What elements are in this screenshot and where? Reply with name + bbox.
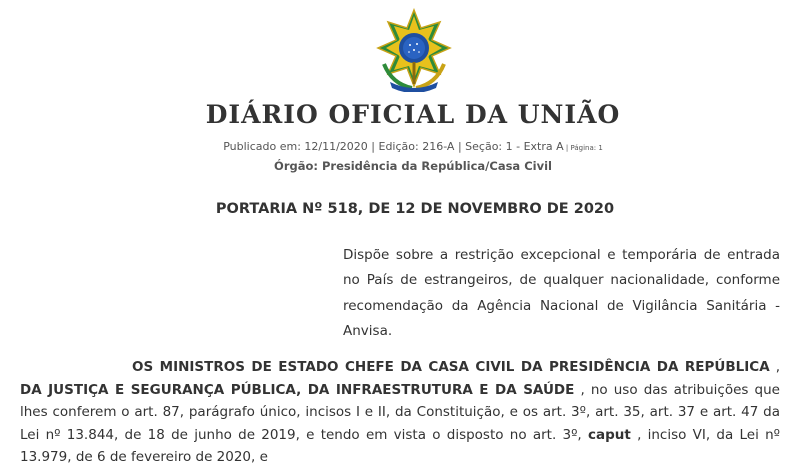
body-paragraph (20, 356, 780, 469)
document-title: PORTARIA Nº 518, DE 12 DE NOVEMBRO DE 2020 (215, 201, 615, 217)
masthead-title: DIÁRIO OFICIAL DA UNIÃO (205, 100, 621, 129)
body-text-part2: , inciso VI, da Lei nº 13.979, de 6 de fevereiro de 2020, e (20, 426, 780, 465)
publication-info (0, 140, 800, 153)
caput-term: caput (587, 426, 631, 443)
authority-ministers: OS MINISTROS DE ESTADO CHEFE DA CASA CIVIL DA PRESIDÊNCIA DA REPÚBLICA (132, 359, 770, 375)
brazil-coat-of-arms-icon (374, 8, 454, 92)
authority-ministries: DA JUSTIÇA E SEGURANÇA PÚBLICA, DA INFRAESTRUTURA E DA SAÚDE (20, 381, 575, 398)
publication-details: Publicado em: 12/11/2020 | Edição: 216-A | Seção: 1 - Extra A (223, 140, 564, 153)
ementa-paragraph: Dispõe sobre a restrição excepcional e temporária de entrada no País de estrangeiros, de qualquer nacionalidade, conforme recomendação da Agência Nacional de Vigilância Sanitária - Anvisa. (343, 247, 780, 339)
body-text-part1: , no uso das atribuições que lhes conferem o art. 87, parágrafo único, incisos I e II, da Constituição, e os art. 3º, art. 35, art. 37 e art. 47 da Lei nº 13.844, de 18 de junho de 2019, e tendo em vista o disposto no art. 3º, (20, 381, 780, 443)
organ-line: Órgão: Presidência da República/Casa Civil (274, 159, 552, 173)
page-number: | Página: 1 (563, 144, 603, 152)
authority-separator: , (769, 359, 780, 375)
